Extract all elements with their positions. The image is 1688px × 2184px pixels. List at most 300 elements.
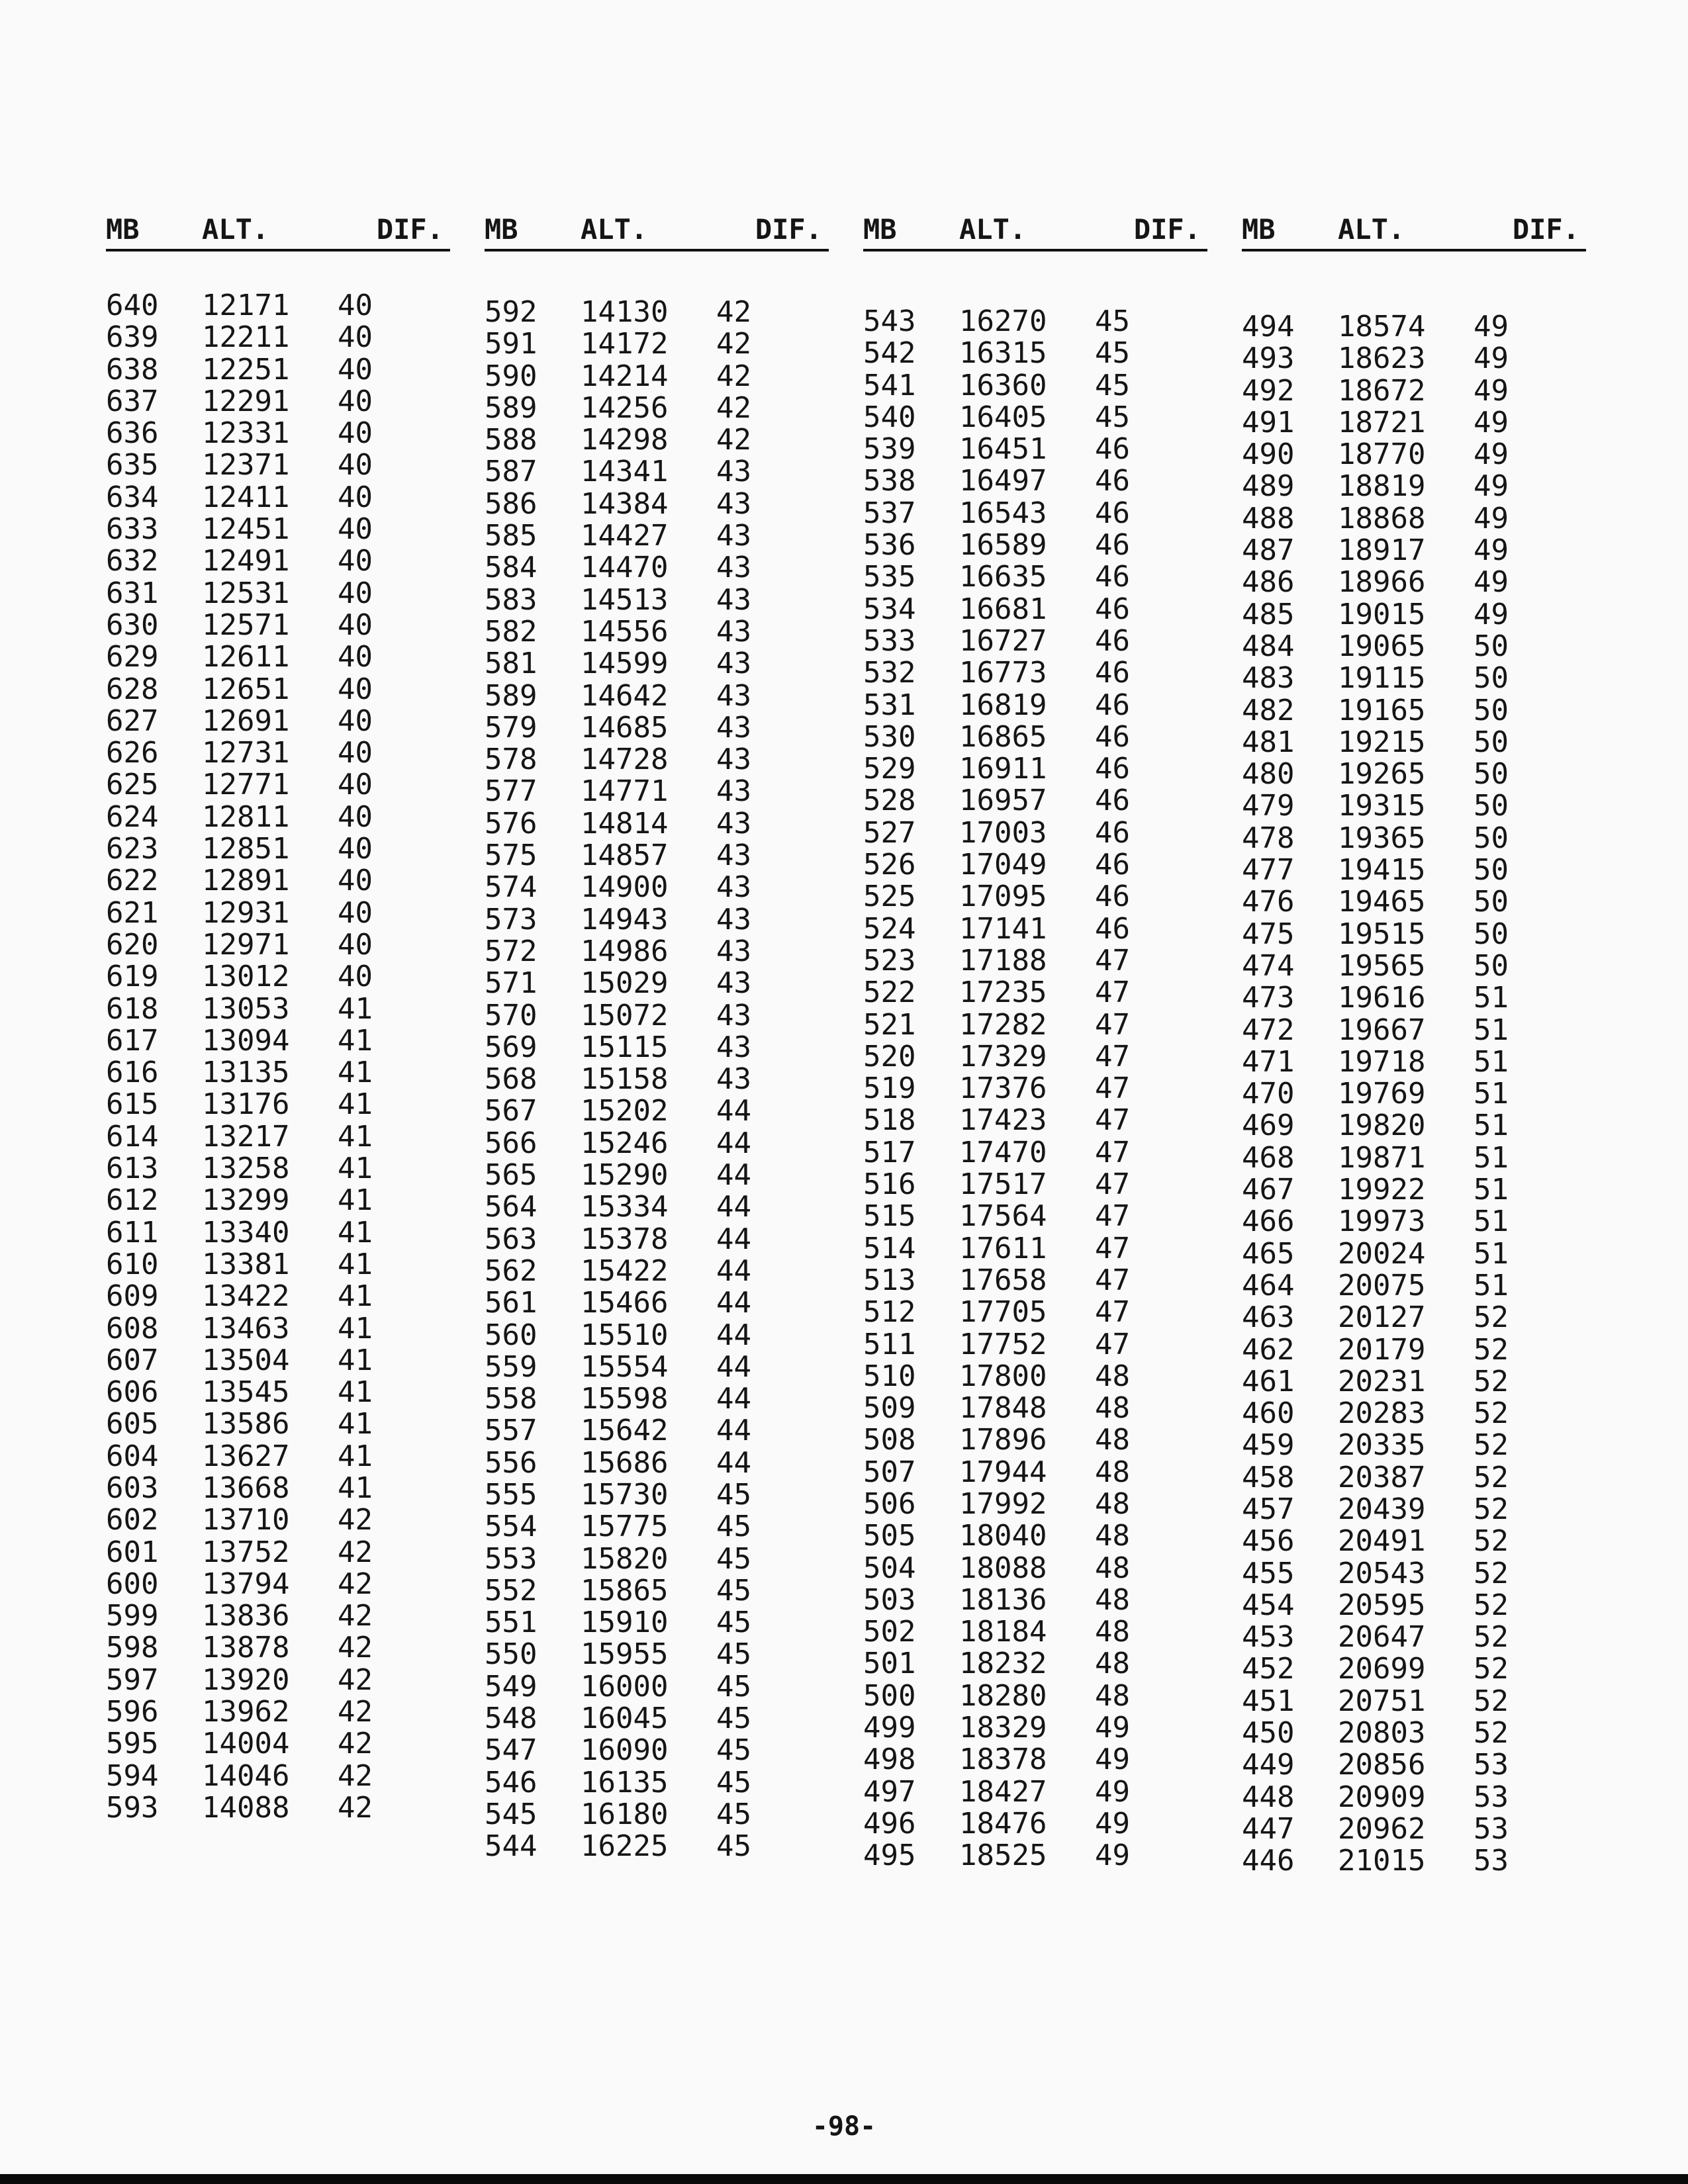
table-row	[863, 1776, 1207, 1808]
cell-dif: 49	[1474, 501, 1509, 535]
cell-mb: 502	[863, 1615, 916, 1649]
cell-alt: 19973	[1338, 1205, 1426, 1239]
cell-dif: 41	[338, 1087, 373, 1122]
cell-alt: 17376	[959, 1071, 1047, 1106]
cell-mb: 475	[1242, 917, 1295, 951]
cell-alt: 21015	[1338, 1844, 1426, 1878]
cell-mb: 576	[485, 806, 538, 841]
cell-mb: 613	[106, 1152, 159, 1186]
cell-dif: 43	[716, 839, 751, 873]
cell-mb: 593	[106, 1790, 159, 1825]
cell-alt: 13545	[202, 1375, 290, 1410]
table-row	[106, 1696, 450, 1728]
cell-dif: 52	[1474, 1588, 1509, 1622]
cell-mb: 607	[106, 1343, 159, 1377]
cell-dif: 49	[1474, 341, 1509, 376]
cell-alt: 16727	[959, 623, 1047, 658]
cell-mb: 636	[106, 416, 159, 451]
cell-mb: 574	[485, 870, 538, 905]
cell-mb: 627	[106, 704, 159, 738]
cell-mb: 611	[106, 1215, 159, 1250]
cell-mb: 522	[863, 976, 916, 1010]
cell-mb: 509	[863, 1391, 916, 1426]
cell-mb: 590	[485, 359, 538, 393]
cell-alt: 14771	[581, 774, 669, 809]
table-row	[863, 594, 1207, 625]
cell-dif: 48	[1095, 1391, 1130, 1426]
cell-dif: 41	[338, 1183, 373, 1218]
table-row	[485, 328, 829, 360]
cell-mb: 464	[1242, 1268, 1295, 1302]
cell-dif: 48	[1095, 1582, 1130, 1617]
cell-dif: 42	[338, 1662, 373, 1697]
table-row	[485, 1671, 829, 1703]
table-row	[863, 1361, 1207, 1392]
table-row	[863, 1520, 1207, 1552]
cell-dif: 53	[1474, 1811, 1509, 1846]
cell-mb: 542	[863, 336, 916, 371]
table-row	[106, 1377, 450, 1408]
table-row	[485, 1575, 829, 1607]
cell-mb: 479	[1242, 789, 1295, 823]
table-row	[1242, 407, 1586, 439]
cell-alt: 16911	[959, 752, 1047, 786]
table-row	[106, 1153, 450, 1185]
cell-mb: 561	[485, 1286, 538, 1320]
table-row	[485, 1351, 829, 1383]
cell-alt: 12531	[202, 576, 290, 610]
table-row	[1242, 631, 1586, 662]
cell-alt: 14256	[581, 390, 669, 425]
cell-dif: 44	[716, 1253, 751, 1288]
cell-alt: 13752	[202, 1535, 290, 1569]
cell-mb: 594	[106, 1758, 159, 1793]
table-row	[863, 1648, 1207, 1680]
cell-dif: 47	[1095, 1199, 1130, 1234]
cell-alt: 13920	[202, 1662, 290, 1697]
column-header	[106, 213, 450, 251]
table-row	[106, 1345, 450, 1377]
cell-dif: 48	[1095, 1455, 1130, 1489]
cell-dif: 47	[1095, 1007, 1130, 1042]
cell-dif: 43	[716, 806, 751, 841]
cell-mb: 556	[485, 1445, 538, 1480]
cell-alt: 20856	[1338, 1748, 1426, 1782]
cell-dif: 52	[1474, 1300, 1509, 1335]
cell-alt: 19115	[1338, 661, 1426, 696]
cell-alt: 17282	[959, 1007, 1047, 1042]
cell-alt: 13962	[202, 1695, 290, 1729]
cell-mb: 474	[1242, 948, 1295, 983]
table-row	[1242, 375, 1586, 407]
cell-alt: 15158	[581, 1062, 669, 1097]
table-row	[485, 1415, 829, 1447]
cell-mb: 477	[1242, 853, 1295, 887]
cell-dif: 51	[1474, 1109, 1509, 1143]
cell-dif: 53	[1474, 1748, 1509, 1782]
cell-alt: 18525	[959, 1839, 1047, 1873]
cell-mb: 494	[1242, 310, 1295, 343]
cell-dif: 52	[1474, 1428, 1509, 1463]
table-row	[485, 648, 829, 680]
cell-mb: 570	[485, 998, 538, 1032]
cell-alt: 19165	[1338, 693, 1426, 727]
table-row	[863, 1488, 1207, 1520]
cell-dif: 41	[338, 1343, 373, 1377]
cell-dif: 40	[338, 608, 373, 642]
cell-mb: 571	[485, 966, 538, 1001]
cell-mb: 520	[863, 1039, 916, 1073]
cell-dif: 41	[338, 991, 373, 1026]
cell-mb: 575	[485, 839, 538, 873]
cell-alt: 18574	[1338, 310, 1426, 343]
cell-alt: 18040	[959, 1519, 1047, 1553]
cell-dif: 52	[1474, 1492, 1509, 1526]
cell-mb: 564	[485, 1190, 538, 1224]
rows	[1242, 311, 1586, 1878]
cell-mb: 625	[106, 768, 159, 802]
table-row	[1242, 1717, 1586, 1749]
cell-alt: 16543	[959, 496, 1047, 530]
cell-alt: 15334	[581, 1190, 669, 1224]
cell-dif: 48	[1095, 1647, 1130, 1681]
cell-mb: 470	[1242, 1077, 1295, 1111]
cell-dif: 40	[338, 704, 373, 738]
cell-dif: 47	[1095, 1263, 1130, 1297]
cell-mb: 588	[485, 423, 538, 457]
table-row	[1242, 982, 1586, 1014]
cell-dif: 49	[1095, 1806, 1130, 1841]
table-row	[863, 881, 1207, 913]
cell-dif: 41	[338, 1152, 373, 1186]
table-row	[485, 584, 829, 616]
cell-dif: 41	[338, 1247, 373, 1281]
cell-dif: 49	[1474, 597, 1509, 631]
cell-mb: 506	[863, 1486, 916, 1521]
cell-mb: 457	[1242, 1492, 1295, 1526]
cell-mb: 585	[485, 519, 538, 553]
cell-dif: 43	[716, 902, 751, 936]
table-row	[485, 488, 829, 520]
cell-dif: 46	[1095, 560, 1130, 594]
table-row	[106, 1569, 450, 1600]
table-row	[485, 1255, 829, 1287]
cell-alt: 18378	[959, 1743, 1047, 1777]
scan-edge-bar	[0, 2174, 1688, 2184]
cell-mb: 504	[863, 1551, 916, 1585]
cell-dif: 50	[1474, 821, 1509, 855]
cell-alt: 19871	[1338, 1140, 1426, 1175]
cell-alt: 20803	[1338, 1716, 1426, 1751]
cell-alt: 16360	[959, 368, 1047, 402]
cell-mb: 591	[485, 327, 538, 361]
header-dif: DIF.	[1512, 213, 1579, 246]
rows	[485, 296, 829, 1863]
cell-alt: 14556	[581, 614, 669, 649]
table-row	[1242, 567, 1586, 598]
cell-dif: 43	[716, 1062, 751, 1097]
cell-alt: 14298	[581, 423, 669, 457]
table-row	[106, 993, 450, 1025]
cell-dif: 40	[338, 672, 373, 706]
table-row	[485, 776, 829, 807]
table-row	[106, 641, 450, 673]
table-row	[1242, 1334, 1586, 1366]
cell-dif: 40	[338, 416, 373, 451]
cell-alt: 19565	[1338, 948, 1426, 983]
cell-alt: 19922	[1338, 1173, 1426, 1207]
cell-alt: 17705	[959, 1295, 1047, 1330]
cell-mb: 637	[106, 384, 159, 418]
header-dif: DIF.	[755, 213, 822, 246]
cell-mb: 503	[863, 1582, 916, 1617]
cell-dif: 52	[1474, 1684, 1509, 1718]
table-row	[1242, 1302, 1586, 1334]
table-row	[1242, 1110, 1586, 1142]
cell-mb: 485	[1242, 597, 1295, 631]
table-row	[863, 1297, 1207, 1328]
table-row	[485, 1543, 829, 1575]
cell-mb: 544	[485, 1829, 538, 1864]
table-row	[1242, 758, 1586, 790]
cell-mb: 447	[1242, 1811, 1295, 1846]
cell-dif: 49	[1095, 1743, 1130, 1777]
cell-mb: 634	[106, 480, 159, 514]
cell-alt: 14130	[581, 295, 669, 329]
cell-mb: 543	[863, 304, 916, 338]
cell-dif: 44	[716, 1414, 751, 1448]
cell-alt: 17141	[959, 911, 1047, 946]
cell-alt: 15072	[581, 998, 669, 1032]
cell-mb: 527	[863, 815, 916, 850]
table-row	[485, 1831, 829, 1862]
table-row	[1242, 1206, 1586, 1238]
table-row	[485, 1703, 829, 1735]
cell-dif: 46	[1095, 752, 1130, 786]
table-row	[106, 449, 450, 481]
cell-mb: 629	[106, 640, 159, 674]
cell-alt: 13836	[202, 1599, 290, 1633]
cell-dif: 44	[716, 1286, 751, 1320]
table-column-1	[106, 213, 450, 1824]
cell-dif: 40	[338, 864, 373, 898]
cell-mb: 581	[485, 647, 538, 681]
cell-dif: 44	[716, 1222, 751, 1256]
table-row	[106, 545, 450, 577]
cell-mb: 566	[485, 1126, 538, 1160]
table-row	[863, 1712, 1207, 1744]
cell-mb: 473	[1242, 981, 1295, 1015]
cell-dif: 45	[716, 1637, 751, 1672]
cell-alt: 17329	[959, 1039, 1047, 1073]
cell-alt: 15290	[581, 1158, 669, 1193]
cell-alt: 15510	[581, 1318, 669, 1352]
cell-dif: 40	[338, 352, 373, 387]
cell-alt: 19769	[1338, 1077, 1426, 1111]
cell-alt: 18088	[959, 1551, 1047, 1585]
cell-alt: 18819	[1338, 469, 1426, 504]
cell-dif: 41	[338, 1119, 373, 1154]
cell-dif: 52	[1474, 1524, 1509, 1559]
cell-alt: 16180	[581, 1797, 669, 1831]
cell-mb: 640	[106, 289, 159, 322]
cell-mb: 513	[863, 1263, 916, 1297]
table-row	[485, 1287, 829, 1319]
cell-alt: 19415	[1338, 853, 1426, 887]
cell-dif: 46	[1095, 464, 1130, 498]
cell-mb: 452	[1242, 1652, 1295, 1686]
cell-alt: 20751	[1338, 1684, 1426, 1718]
header-alt: ALT.	[959, 213, 1027, 246]
cell-alt: 17658	[959, 1263, 1047, 1297]
cell-mb: 486	[1242, 565, 1295, 600]
cell-dif: 47	[1095, 1295, 1130, 1330]
cell-mb: 518	[863, 1103, 916, 1138]
cell-alt: 14046	[202, 1758, 290, 1793]
cell-mb: 639	[106, 320, 159, 355]
cell-dif: 52	[1474, 1364, 1509, 1398]
cell-dif: 42	[716, 295, 751, 329]
table-row	[1242, 662, 1586, 694]
cell-mb: 511	[863, 1327, 916, 1361]
cell-alt: 15378	[581, 1222, 669, 1256]
cell-dif: 43	[716, 647, 751, 681]
cell-mb: 603	[106, 1471, 159, 1505]
cell-dif: 44	[716, 1126, 751, 1160]
table-row	[485, 1511, 829, 1543]
cell-dif: 52	[1474, 1556, 1509, 1590]
cell-dif: 49	[1474, 469, 1509, 504]
cell-dif: 46	[1095, 911, 1130, 946]
cell-mb: 528	[863, 784, 916, 818]
cell-alt: 12611	[202, 640, 290, 674]
cell-alt: 12251	[202, 352, 290, 387]
cell-mb: 450	[1242, 1716, 1295, 1751]
cell-dif: 45	[716, 1797, 751, 1831]
cell-mb: 633	[106, 512, 159, 547]
cell-alt: 17992	[959, 1486, 1047, 1521]
table-row	[106, 1185, 450, 1216]
table-row	[1242, 439, 1586, 471]
table-row	[863, 306, 1207, 338]
cell-alt: 13053	[202, 991, 290, 1026]
cell-alt: 12211	[202, 320, 290, 355]
cell-dif: 47	[1095, 976, 1130, 1010]
cell-mb: 597	[106, 1662, 159, 1697]
cell-mb: 553	[485, 1541, 538, 1576]
cell-dif: 45	[716, 1829, 751, 1864]
cell-mb: 449	[1242, 1748, 1295, 1782]
cell-alt: 18476	[959, 1806, 1047, 1841]
cell-alt: 16819	[959, 688, 1047, 722]
cell-dif: 50	[1474, 757, 1509, 792]
cell-alt: 17848	[959, 1391, 1047, 1426]
cell-dif: 43	[716, 614, 751, 649]
cell-mb: 478	[1242, 821, 1295, 855]
cell-mb: 501	[863, 1647, 916, 1681]
cell-alt: 19667	[1338, 1013, 1426, 1047]
table-row	[863, 817, 1207, 849]
cell-dif: 46	[1095, 784, 1130, 818]
cell-dif: 51	[1474, 1013, 1509, 1047]
cell-alt: 14214	[581, 359, 669, 393]
cell-alt: 14814	[581, 806, 669, 841]
cell-mb: 483	[1242, 661, 1295, 696]
cell-alt: 13504	[202, 1343, 290, 1377]
cell-dif: 40	[338, 832, 373, 866]
cell-dif: 42	[338, 1503, 373, 1537]
cell-mb: 545	[485, 1797, 538, 1831]
table-row	[1242, 1398, 1586, 1430]
table-row	[106, 833, 450, 865]
cell-alt: 20439	[1338, 1492, 1426, 1526]
header-mb: MB	[485, 213, 518, 246]
table-row	[863, 1265, 1207, 1297]
cell-alt: 14470	[581, 551, 669, 585]
cell-mb: 622	[106, 864, 159, 898]
cell-mb: 467	[1242, 1173, 1295, 1207]
cell-alt: 12171	[202, 289, 290, 322]
cell-alt: 19820	[1338, 1109, 1426, 1143]
cell-alt: 16135	[581, 1765, 669, 1799]
cell-alt: 18136	[959, 1582, 1047, 1617]
cell-dif: 48	[1095, 1359, 1130, 1393]
table-row	[863, 1840, 1207, 1872]
table-row	[863, 785, 1207, 817]
cell-alt: 13710	[202, 1503, 290, 1537]
cell-mb: 563	[485, 1222, 538, 1256]
table-row	[1242, 727, 1586, 758]
cell-mb: 517	[863, 1135, 916, 1169]
cell-alt: 15029	[581, 966, 669, 1001]
table-row	[106, 705, 450, 737]
table-row	[106, 578, 450, 610]
cell-alt: 14513	[581, 582, 669, 617]
cell-mb: 495	[863, 1839, 916, 1873]
cell-mb: 632	[106, 544, 159, 578]
table-row	[485, 1095, 829, 1127]
cell-mb: 480	[1242, 757, 1295, 792]
cell-dif: 40	[338, 799, 373, 834]
table-row	[106, 482, 450, 514]
column-header	[485, 213, 829, 251]
table-row	[106, 610, 450, 641]
table-row	[863, 913, 1207, 945]
cell-alt: 15246	[581, 1126, 669, 1160]
table-row	[485, 1639, 829, 1670]
cell-dif: 42	[338, 1567, 373, 1601]
cell-dif: 46	[1095, 656, 1130, 690]
cell-dif: 40	[338, 289, 373, 322]
cell-dif: 51	[1474, 1236, 1509, 1271]
header-mb: MB	[863, 213, 897, 246]
cell-mb: 448	[1242, 1780, 1295, 1814]
table-row	[485, 872, 829, 903]
cell-alt: 14172	[581, 327, 669, 361]
cell-alt: 12811	[202, 799, 290, 834]
cell-dif: 46	[1095, 719, 1130, 754]
cell-alt: 15820	[581, 1541, 669, 1576]
cell-dif: 45	[1095, 400, 1130, 434]
cell-dif: 43	[716, 455, 751, 489]
cell-dif: 48	[1095, 1486, 1130, 1521]
table-row	[485, 1032, 829, 1064]
table-row	[1242, 1653, 1586, 1685]
cell-mb: 484	[1242, 629, 1295, 663]
cell-alt: 17235	[959, 976, 1047, 1010]
table-column-4	[1242, 213, 1586, 1878]
table-row	[106, 1664, 450, 1696]
